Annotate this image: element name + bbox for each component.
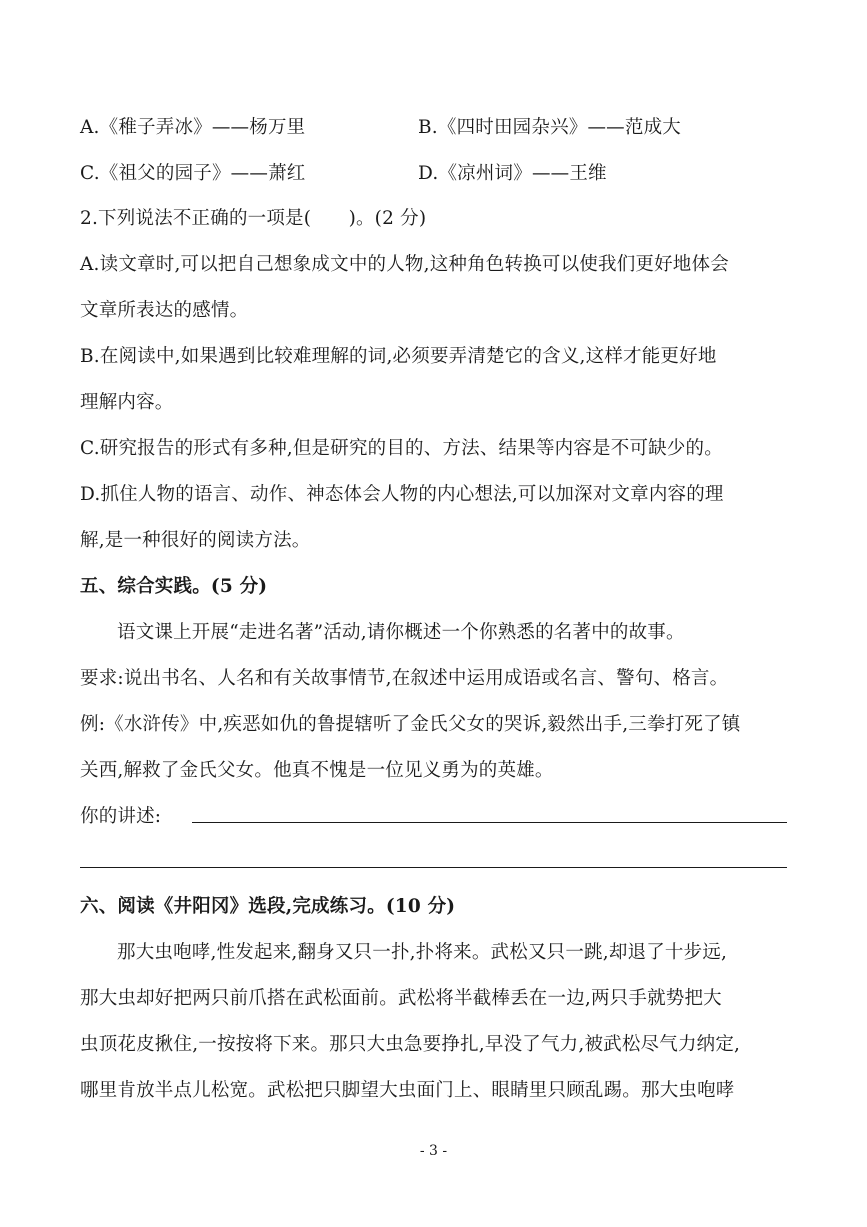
passage-line-3: 虫顶花皮揪住,一按按将下来。那只大虫急要挣扎,早没了气力,被武松尽气力纳定, — [80, 1034, 741, 1055]
q2-option-a-line2: 文章所表达的感情。 — [80, 300, 249, 321]
q1-option-d: D.《凉州词》——王维 — [418, 163, 607, 184]
q1-option-b: B.《四时田园杂兴》——范成大 — [418, 117, 681, 138]
q2-option-c-line1: C.研究报告的形式有多种,但是研究的目的、方法、结果等内容是不可缺少的。 — [80, 438, 723, 459]
q2-option-a-line1: A.读文章时,可以把自己想象成文中的人物,这种角色转换可以使我们更好地体会 — [80, 254, 729, 275]
section5-example-line2: 关西,解救了金氏父女。他真不愧是一位见义勇为的英雄。 — [80, 760, 554, 781]
q2-option-d-line2: 解,是一种很好的阅读方法。 — [80, 530, 311, 551]
q1-option-c: C.《祖父的园子》——萧红 — [80, 163, 306, 184]
passage-line-1: 那大虫咆哮,性发起来,翻身又只一扑,扑将来。武松又只一跳,却退了十步远, — [117, 942, 728, 963]
passage-line-2: 那大虫却好把两只前爪搭在武松面前。武松将半截棒丢在一边,两只手就势把大 — [80, 988, 722, 1009]
q1-option-a: A.《稚子弄冰》——杨万里 — [80, 117, 306, 138]
section5-answer-label: 你的讲述: — [80, 806, 162, 827]
answer-line-2[interactable] — [80, 867, 787, 868]
section5-requirement: 要求:说出书名、人名和有关故事情节,在叙述中运用成语或名言、警句、格言。 — [80, 668, 729, 689]
q2-option-b-line2: 理解内容。 — [80, 392, 174, 413]
q2-option-b-line1: B.在阅读中,如果遇到比较难理解的词,必须要弄清楚它的含义,这样才能更好地 — [80, 346, 717, 367]
page-number: - 3 - — [419, 1143, 448, 1159]
section5-intro: 语文课上开展“走进名著”活动,请你概述一个你熟悉的名著中的故事。 — [117, 622, 685, 643]
section5-example-line1: 例:《水浒传》中,疾恶如仇的鲁提辖听了金氏父女的哭诉,毅然出手,三拳打死了镇 — [80, 714, 741, 735]
q2-option-d-line1: D.抓住人物的语言、动作、神态体会人物的内心想法,可以加深对文章内容的理 — [80, 484, 724, 505]
section5-heading: 五、综合实践。(5 分) — [80, 576, 268, 597]
answer-line-1[interactable] — [192, 822, 787, 823]
passage-line-4: 哪里肯放半点儿松宽。武松把只脚望大虫面门上、眼睛里只顾乱踢。那大虫咆哮 — [80, 1080, 735, 1101]
section6-heading: 六、阅读《井阳冈》选段,完成练习。(10 分) — [80, 896, 456, 917]
q2-stem: 2.下列说法不正确的一项是( )。(2 分) — [80, 208, 427, 229]
